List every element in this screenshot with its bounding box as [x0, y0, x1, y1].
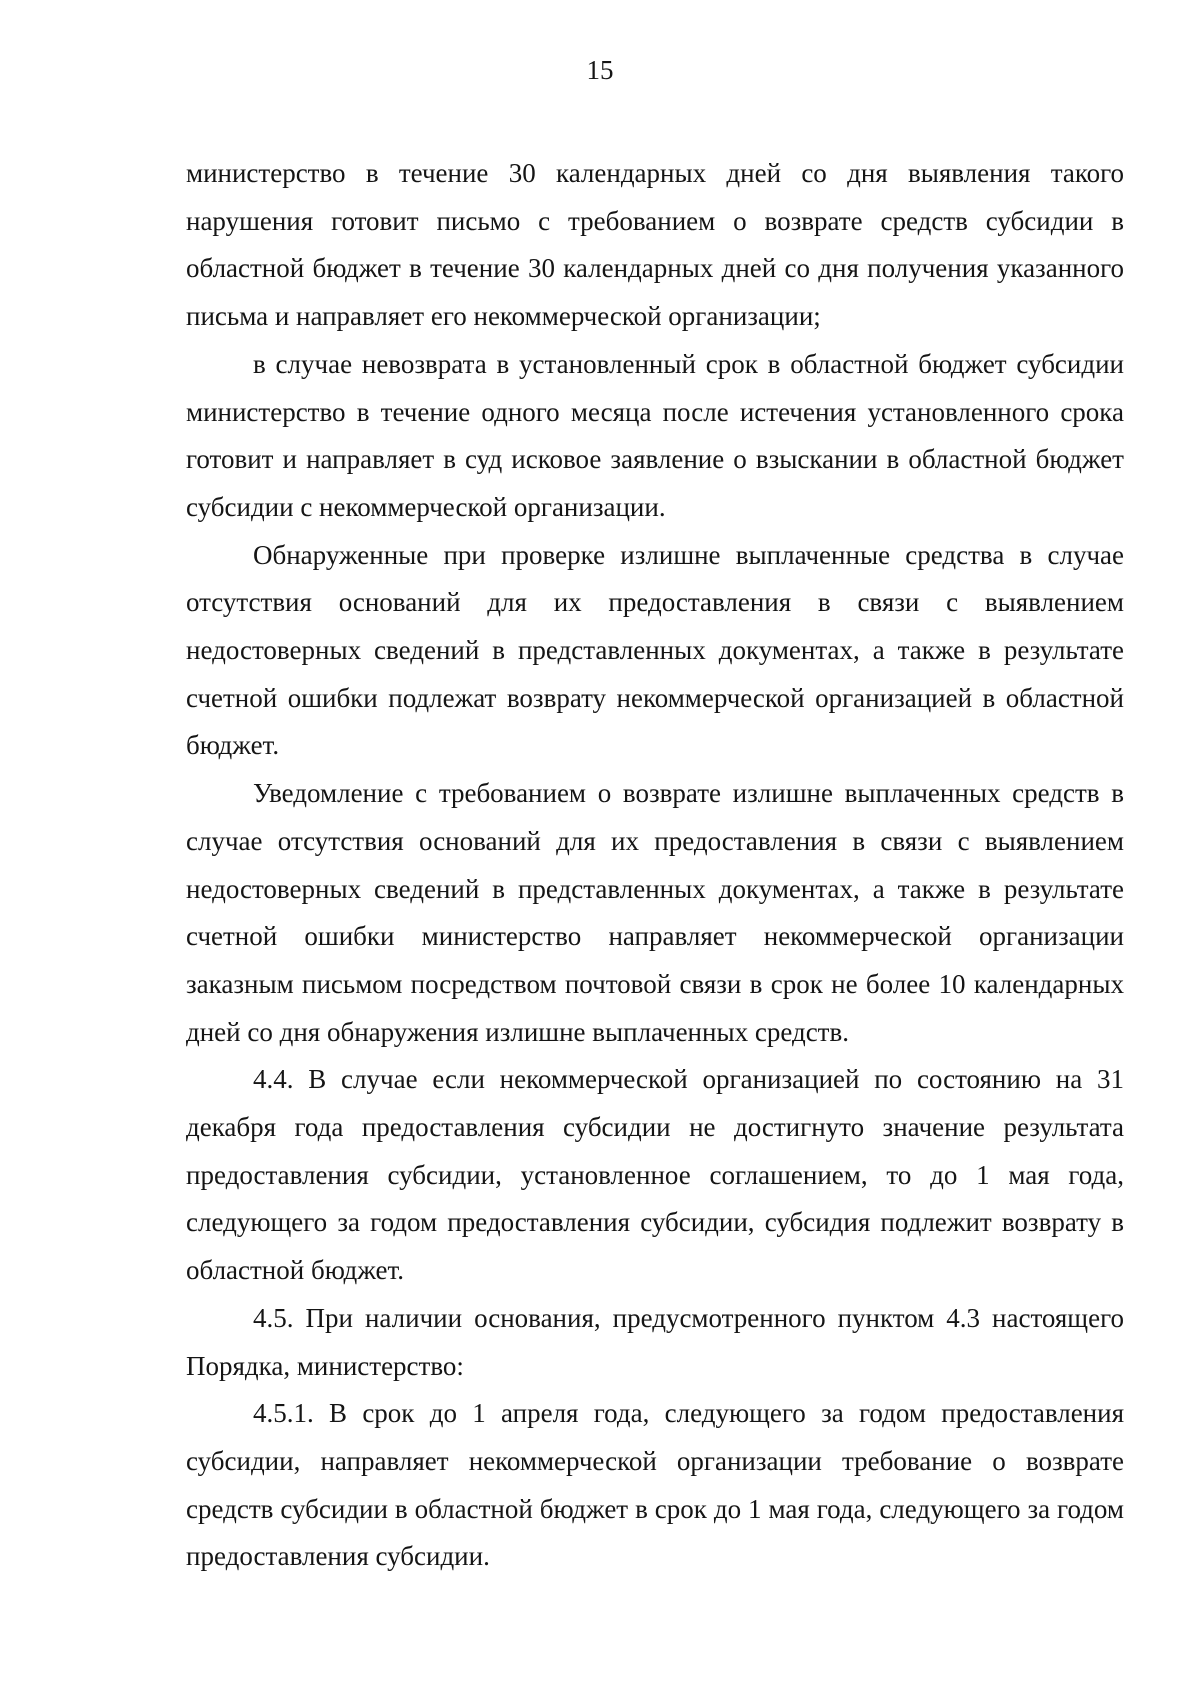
document-body — [186, 150, 1124, 1581]
paragraph-4-5: 4.5. При наличии основания, предусмотренного пунктом 4.3 настоящего Порядка, министерство: — [186, 1302, 1124, 1381]
page-number: 15 — [586, 55, 614, 85]
paragraph-4-4: 4.4. В случае если некоммерческой организацией по состоянию на 31 декабря года предоставления субсидии не достигнуто значение результата предоставления субсидии, установленное соглашением, то до 1 мая года, следующего за годом предоставления субсидии, субсидия подлежит возврату в областной бюджет. — [186, 1064, 1124, 1286]
paragraph-4-5-1: 4.5.1. В срок до 1 апреля года, следующего за годом предоставления субсидии, направляет некоммерческой организации требование о возврате средств субсидии в областной бюджет в срок до 1 мая года, следующего за годом предоставления субсидии. — [186, 1398, 1124, 1572]
paragraph-1-continuation: министерство в течение 30 календарных дней со дня выявления такого нарушения готовит письмо с требованием о возврате средств субсидии в областной бюджет в течение 30 календарных дней со дня получения указанного письма и направляет его некоммерческой организации; — [186, 158, 1124, 332]
paragraph-3-overpaid-funds: Обнаруженные при проверке излишне выплаченные средства в случае отсутствия оснований для их предоставления в связи с выявлением недостоверных сведений в представленных документах, а также в результате счетной ошибки подлежат возврату некоммерческой организацией в областной бюджет. — [186, 539, 1124, 761]
paragraph-4-notification: Уведомление с требованием о возврате излишне выплаченных средств в случае отсутствия оснований для их предоставления в связи с выявлением недостоверных сведений в представленных документах, а также в результате счетной ошибки министерство направляет некоммерческой организации заказным письмом посредством почтовой связи в срок не более 10 календарных дней со дня обнаружения излишне выплаченных средств. — [186, 778, 1124, 1047]
paragraph-2-nonreturn: в случае невозврата в установленный срок в областной бюджет субсидии министерство в течение одного месяца после истечения установленного срока готовит и направляет в суд исковое заявление о взыскании в областной бюджет субсидии с некоммерческой организации. — [186, 348, 1124, 522]
